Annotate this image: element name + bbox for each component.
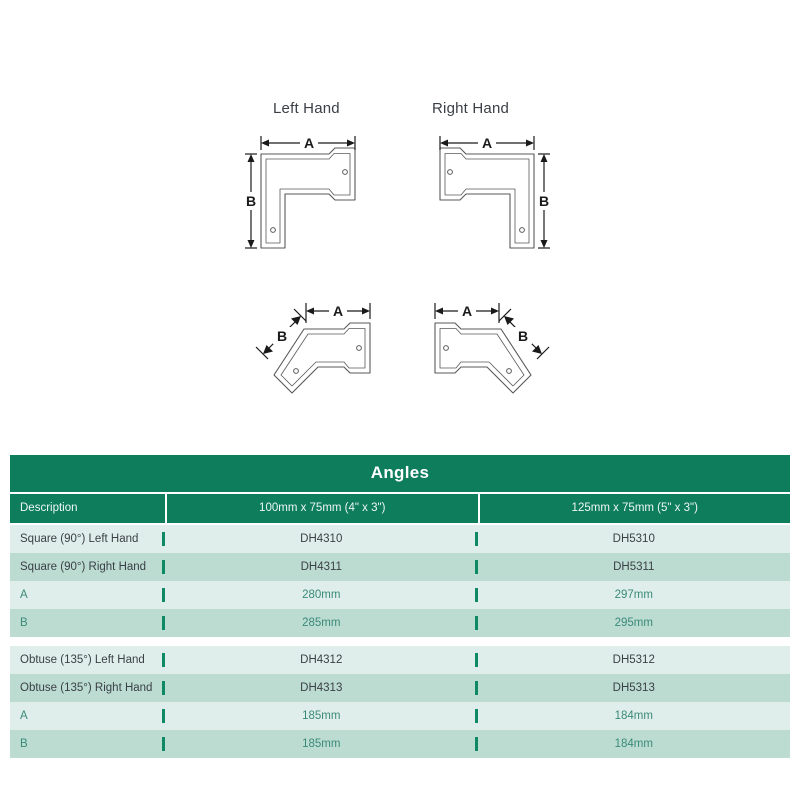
dimension-b-label-square-rh: B: [538, 193, 550, 209]
row-description: B: [10, 617, 165, 629]
diagram-square-90-right-hand: [410, 130, 550, 260]
diagram-square-90-left-hand: [245, 130, 385, 260]
row-value-col2: DH5312: [612, 654, 655, 666]
table-header-row: [10, 494, 790, 523]
row-value-col2: 184mm: [614, 738, 653, 750]
dimension-a-label-obtuse-lh: A: [332, 303, 344, 319]
column-header-description: Description: [10, 494, 165, 523]
row-value-col1: 185mm: [165, 738, 478, 750]
table-row: [10, 553, 790, 581]
row-description: A: [10, 589, 165, 601]
dimension-a-label-square-lh: A: [303, 135, 315, 151]
table-row: [10, 581, 790, 609]
row-description: Square (90°) Left Hand: [10, 533, 165, 545]
row-value-col2: DH5311: [613, 561, 655, 573]
diagram-obtuse-135-right-hand: [405, 295, 565, 405]
row-description: B: [10, 738, 165, 750]
row-value-col2: 184mm: [614, 710, 653, 722]
column-header-size-125: 125mm x 75mm (5" x 3"): [480, 494, 791, 523]
table-row: [10, 702, 790, 730]
row-description: Square (90°) Right Hand: [10, 561, 165, 573]
dimension-a-label-obtuse-rh: A: [461, 303, 473, 319]
row-group-obtuse-135: [10, 646, 790, 758]
column-header-size-100: 100mm x 75mm (4" x 3"): [167, 494, 478, 523]
dimension-b-label-obtuse-rh: B: [517, 328, 529, 344]
group-separator: [10, 637, 790, 644]
dimension-b-label-square-lh: B: [245, 193, 257, 209]
row-value-col1: 185mm: [165, 710, 478, 722]
right-hand-label: Right Hand: [432, 100, 510, 117]
dimension-b-label-obtuse-lh: B: [276, 328, 288, 344]
row-value-col1: DH4310: [165, 533, 478, 545]
row-value-col1: DH4313: [165, 682, 478, 694]
row-description: Obtuse (135°) Left Hand: [10, 654, 165, 666]
table-row: [10, 525, 790, 553]
table-row: [10, 674, 790, 702]
row-value-col2: 297mm: [614, 589, 653, 601]
row-value-col2: DH5313: [612, 682, 655, 694]
row-value-col1: DH4312: [165, 654, 478, 666]
table-row: [10, 730, 790, 758]
left-hand-label: Left Hand: [273, 100, 340, 117]
row-description: Obtuse (135°) Right Hand: [10, 682, 165, 694]
diagram-obtuse-135-left-hand: [240, 295, 400, 405]
table-title: Angles: [10, 455, 790, 492]
row-value-col1: 285mm: [165, 617, 478, 629]
row-value-col2: 295mm: [614, 617, 653, 629]
table-row: [10, 646, 790, 674]
table-row: [10, 609, 790, 637]
row-value-col1: DH4311: [165, 561, 478, 573]
dimension-a-label-square-rh: A: [481, 135, 493, 151]
angles-spec-table: [10, 455, 790, 758]
row-value-col1: 280mm: [165, 589, 478, 601]
row-description: A: [10, 710, 165, 722]
row-value-col2: DH5310: [612, 533, 655, 545]
row-group-square-90: [10, 525, 790, 637]
